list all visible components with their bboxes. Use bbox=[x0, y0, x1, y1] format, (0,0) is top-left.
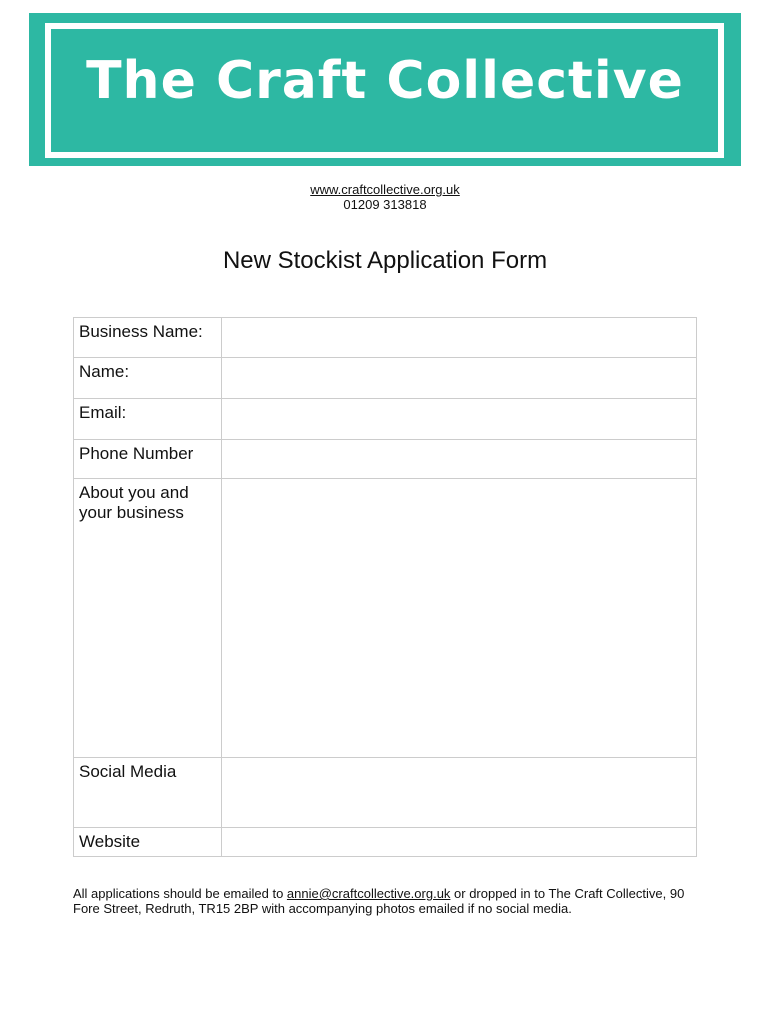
footer-text-before: All applications should be emailed to bbox=[73, 886, 287, 901]
contact-info bbox=[0, 182, 770, 212]
footer-text-after: or dropped in to The Craft Collective, 90 Fore Street, Redruth, TR15 2BP with accompanying photos emailed if no social media. bbox=[73, 886, 685, 916]
website-field[interactable] bbox=[222, 828, 697, 857]
website-link[interactable]: www.craftcollective.org.uk bbox=[310, 182, 460, 197]
about-field[interactable] bbox=[222, 479, 697, 758]
application-form-table bbox=[73, 317, 697, 857]
phone-label: Phone Number bbox=[74, 440, 222, 479]
form-row-website bbox=[74, 828, 697, 857]
header-banner bbox=[29, 13, 741, 166]
form-row-email bbox=[74, 399, 697, 440]
form-row-business-name bbox=[74, 318, 697, 358]
email-field[interactable] bbox=[222, 399, 697, 440]
site-title: The Craft Collective bbox=[86, 51, 684, 111]
name-label: Name: bbox=[74, 358, 222, 399]
phone-field[interactable] bbox=[222, 440, 697, 479]
about-label-line2: your business bbox=[79, 503, 184, 522]
form-title: New Stockist Application Form bbox=[222, 247, 548, 274]
phone-number: 01209 313818 bbox=[343, 197, 427, 212]
email-label: Email: bbox=[74, 399, 222, 440]
about-label bbox=[74, 479, 222, 758]
form-row-about bbox=[74, 479, 697, 758]
email-link[interactable]: annie@craftcollective.org.uk bbox=[286, 886, 451, 901]
about-label-line1: About you and bbox=[79, 483, 189, 502]
form-row-name bbox=[74, 358, 697, 399]
form-row-social-media bbox=[74, 758, 697, 828]
social-media-field[interactable] bbox=[222, 758, 697, 828]
website-label: Website bbox=[74, 828, 222, 857]
social-media-label: Social Media bbox=[74, 758, 222, 828]
form-row-phone bbox=[74, 440, 697, 479]
business-name-label: Business Name: bbox=[74, 318, 222, 358]
footer-instructions bbox=[73, 886, 693, 916]
business-name-field[interactable] bbox=[222, 318, 697, 358]
name-field[interactable] bbox=[222, 358, 697, 399]
